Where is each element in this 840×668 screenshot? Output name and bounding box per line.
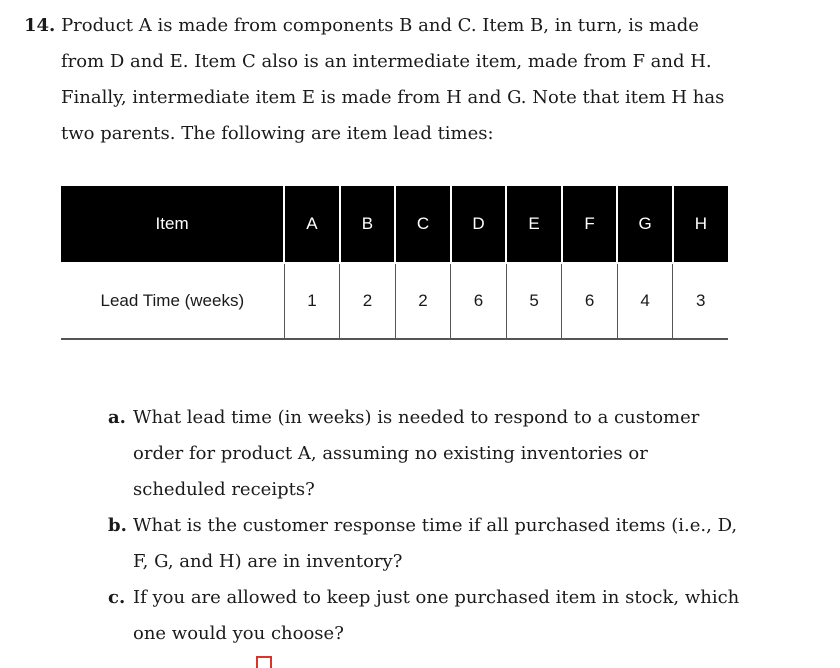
table-header-row [61,186,728,263]
lead-time-a: 1 [284,263,340,339]
header-item-d: D [451,186,507,263]
header-item-g: G [617,186,673,263]
lead-time-c: 2 [395,263,451,339]
problem-line-3: Finally, intermediate item E is made from H and G. Note that item H has [61,87,725,108]
table-row [61,263,728,339]
question-c-letter: c. [108,587,126,608]
question-b-letter: b. [108,515,127,536]
problem-line-2: from D and E. Item C also is an intermediate item, made from F and H. [61,51,712,72]
question-a-letter: a. [108,407,126,428]
lead-time-b: 2 [340,263,396,339]
question-b [108,508,808,580]
header-item-e: E [506,186,562,263]
problem-number: 14. [24,15,56,36]
lead-time-f: 6 [562,263,618,339]
header-item-h: H [673,186,728,263]
lead-time-g: 4 [617,263,673,339]
lead-time-h: 3 [673,263,728,339]
row-label-lead-time: Lead Time (weeks) [61,263,284,339]
question-c-text-2: one would you choose? [133,623,344,644]
problem-line-1 [24,8,724,44]
question-a-text-1: What lead time (in weeks) is needed to respond to a customer [133,407,700,428]
question-a-text-2: order for product A, assuming no existing inventories or [133,443,648,464]
question-b-text-1: What is the customer response time if all purchased items (i.e., D, [133,515,738,536]
header-item-c: C [395,186,451,263]
header-item-f: F [562,186,618,263]
question-c [108,580,808,652]
question-b-text-2: F, G, and H) are in inventory? [133,551,403,572]
problem-statement [24,8,724,152]
question-a-text-3: scheduled receipts? [133,479,315,500]
annotation-marker-icon [256,656,272,668]
problem-text-1: Product A is made from components B and C. Item B, in turn, is made [61,15,699,36]
question-c-text-1: If you are allowed to keep just one purchased item in stock, which [133,587,740,608]
problem-line-4: two parents. The following are item lead times: [61,123,494,144]
question-a [108,400,808,508]
lead-time-e: 5 [506,263,562,339]
header-item-label: Item [61,186,284,263]
lead-time-d: 6 [451,263,507,339]
question-list [108,400,808,652]
header-item-a: A [284,186,340,263]
header-item-b: B [340,186,396,263]
lead-time-table [61,186,728,340]
